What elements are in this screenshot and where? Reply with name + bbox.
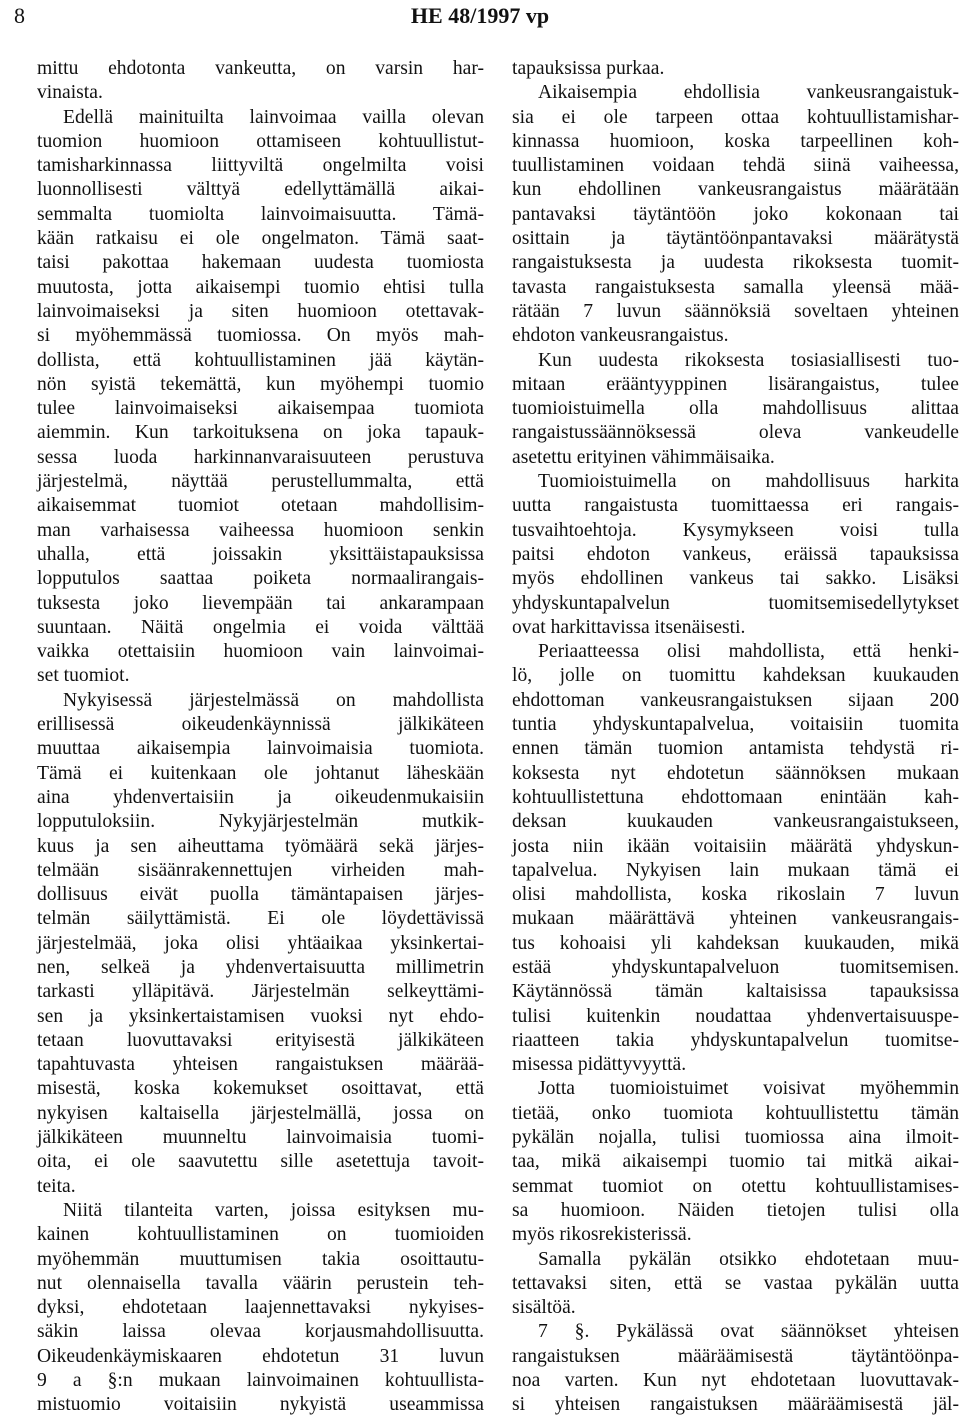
- text-line: taisi pakottaa hakemaan uudesta tuomiosta: [37, 252, 484, 274]
- text-line: teita.: [37, 1175, 76, 1197]
- text-line: kuus ja sen aiheuttama työmäärä sekä järjes-: [37, 835, 484, 857]
- text-line: Edellä mainituilta lainvoimaa vailla olevan: [63, 106, 484, 128]
- text-line: kun ehdollinen vankeusrangaistus määrätään: [512, 179, 959, 201]
- text-line: josta niin ikään voitaisiin määrätä yhdyskun-: [512, 835, 959, 857]
- text-line: misessa pidättyvyyttä.: [512, 1054, 687, 1076]
- text-line: muuttaa aikaisempia lainvoimaisia tuomiota.: [37, 738, 484, 760]
- text-line: lopputuloksiin. Nykyjärjestelmän mutkik-: [37, 811, 484, 833]
- text-line: si yhteisen rangaistuksen määräämisestä jäl-: [512, 1394, 959, 1416]
- text-line: kohtuullistettuna ehdottomaan enintään kah-: [512, 786, 959, 808]
- right-column: [512, 57, 959, 1418]
- text-line: paitsi ehdoton vankeus, eräissä tapauksissa: [512, 543, 959, 565]
- text-line: tapauksissa purkaa.: [512, 58, 665, 79]
- text-line: vaikka otettaisiin huomioon vain lainvoimai-: [37, 641, 484, 663]
- text-line: kainen kohtuullistaminen on tuomioiden: [37, 1224, 484, 1246]
- text-line: lopputulos saattaa poiketa normaalirangais-: [37, 568, 484, 590]
- text-line: nykyisen kaltaisella järjestelmällä, jossa on: [37, 1102, 484, 1124]
- text-line: aikaisemmat tuomiot otetaan mahdollisim-: [37, 495, 484, 517]
- text-line: 7 §. Pykälässä ovat säännökset yhteisen: [538, 1321, 959, 1343]
- text-line: sessa luoda harkinnanvaraisuuteen perustuva: [37, 446, 484, 468]
- text-line: tusvaihtoehtoja. Kysymykseen voisi tulla: [512, 519, 959, 541]
- text-line: oita, ei ole saavutettu sille asetettuja tavoit-: [37, 1151, 484, 1173]
- text-line: pykälän nojalla, tulisi tuomiossa aina ilmoit-: [512, 1127, 959, 1149]
- text-line: suuntaan. Näitä ongelmia ei voida välttää: [37, 616, 484, 638]
- text-line: telmään sisäänrakennettujen virheiden mah-: [37, 859, 484, 881]
- text-line: myös rikosrekisterissä.: [512, 1224, 692, 1246]
- text-line: tapahtuvasta yhteisen rangaistuksen määrää-: [37, 1054, 484, 1076]
- text-line: dollisuus eivät puolla tämäntapaisen järjes-: [37, 884, 484, 906]
- text-line: jälkikäteen muunneltu lainvoimaisia tuomi-: [37, 1127, 484, 1149]
- text-line: tamisharkinnassa liittyviltä ongelmilta voisi: [37, 155, 484, 177]
- text-line: Periaatteessa olisi mahdollista, että henki-: [538, 641, 959, 663]
- text-line: mittu ehdotonta vankeutta, on varsin har-: [37, 58, 484, 79]
- text-line: tavasta rangaistuksesta samalla yleensä mää-: [512, 276, 959, 298]
- text-line: tulee lainvoimaiseksi aikaisempaa tuomiota: [37, 398, 484, 420]
- text-line: nön syistä tekemättä, kun myöhempi tuomio: [37, 373, 484, 395]
- text-line: Oikeudenkäymiskaaren ehdotetun 31 luvun: [37, 1345, 484, 1367]
- text-line: misestä, koska kokemukset osoittavat, että: [37, 1078, 484, 1100]
- text-line: Samalla pykälän otsikko ehdotetaan muu-: [538, 1248, 959, 1270]
- text-line: tuullistaminen voidaan tehdä siinä vaiheessa,: [512, 155, 959, 177]
- text-line: set tuomiot.: [37, 665, 130, 687]
- text-line: noa varten. Kun nyt ehdotetaan luovuttavak-: [512, 1370, 959, 1392]
- text-line: asetettu erityinen vähimmäisaika.: [512, 446, 775, 468]
- text-line: tuksesta joko lievempään tai ankarampaan: [37, 592, 484, 614]
- text-line: estää yhdyskuntapalveluon tuomitsemisen.: [512, 956, 959, 978]
- text-line: Käytännössä tämän kaltaisissa tapauksissa: [512, 981, 959, 1003]
- text-line: deksan kuukauden vankeusrangaistukseen,: [512, 811, 959, 833]
- text-line: dyksi, ehdotetaan laajennettavaksi nykyises-: [37, 1297, 484, 1319]
- text-line: dollista, että kohtuullistaminen jää käytän-: [37, 349, 484, 371]
- text-line: nut olennaisella tavalla väärin perustein teh-: [37, 1272, 484, 1294]
- text-line: tietää, onko tuomiota kohtuullistettu tämän: [512, 1102, 959, 1124]
- text-line: tuomion huomioon ottamiseen kohtuullistut-: [37, 130, 484, 152]
- text-line: ennen tämän tuomion antamista tehdystä ri-: [512, 738, 959, 760]
- text-line: tus kohoaisi yli kahdeksan kuukauden, mikä: [512, 932, 959, 954]
- left-column: [37, 57, 484, 1418]
- text-line: kinnassa huomioon, koska tarpeellinen koh-: [512, 130, 959, 152]
- text-line: Aikaisempia ehdollisia vankeusrangaistuk-: [538, 82, 959, 104]
- text-line: sia ei ole tarpeen ottaa kohtuullistamishar-: [512, 106, 959, 128]
- text-line: nen, selkeä ja yhdenvertaisuutta millimetrin: [37, 956, 484, 978]
- text-line: mukaan määrättävä yhteinen vankeusrangais-: [512, 908, 959, 930]
- text-line: ehdoton vankeusrangaistus.: [512, 325, 729, 347]
- text-line: Tuomioistuimella on mahdollisuus harkita: [538, 471, 959, 493]
- text-line: luonnollisesti välttyä edellyttämällä aikai-: [37, 179, 484, 201]
- text-line: riaatteen takia yhdyskuntapalvelun tuomitse-: [512, 1029, 959, 1051]
- text-line: osittain ja täytäntöönpantavaksi määrätystä: [512, 228, 959, 250]
- text-line: Jotta tuomioistuimet voisivat myöhemmin: [538, 1078, 959, 1100]
- text-line: tuomioistuimella olla mahdollisuus alittaa: [512, 398, 959, 420]
- text-line: aiemmin. Kun tarkoituksena on joka tapauk-: [37, 422, 484, 444]
- page-number: 8: [14, 3, 25, 28]
- text-line: järjestelmää, joka olisi yhtäaikaa yksinkertai-: [37, 932, 484, 954]
- text-line: olisi mahdollista, koska rikoslain 7 luvun: [512, 884, 959, 906]
- text-line: ehdottoman vankeusrangaistuksen sijaan 200: [512, 689, 959, 711]
- text-line: lö, jolle on tuomittu kahdeksan kuukauden: [512, 665, 959, 687]
- text-line: myös ehdollinen vankeus tai sakko. Lisäksi: [512, 568, 959, 590]
- text-line: kään ratkaisu ei ole ongelmaton. Tämä saat-: [37, 228, 484, 250]
- text-line: sen ja yksinkertaistamisen vuoksi nyt ehdo-: [37, 1005, 484, 1027]
- text-line: ovat harkittavissa itsenäisesti.: [512, 616, 746, 638]
- text-line: erillisessä oikeudenkäynnissä jälkikäteen: [37, 714, 484, 736]
- text-line: Kun uudesta rikoksesta tosiasiallisesti tuo-: [538, 349, 959, 371]
- text-line: tuntia yhdyskuntapalvelua, voitaisiin tuomita: [512, 714, 959, 736]
- text-line: rangaistussäännöksessä oleva vankeudelle: [512, 422, 959, 444]
- text-line: rangaistuksen määräämisestä täytäntöönpa-: [512, 1345, 959, 1367]
- text-line: koksesta nyt ehdotetun säännöksen mukaan: [512, 762, 959, 784]
- text-line: rätään 7 luvun säännöksiä soveltaen yhteinen: [512, 300, 959, 322]
- text-line: uutta rangaistusta tuomittaessa eri rangais-: [512, 495, 959, 517]
- text-line: si myöhemmässä tuomiossa. On myös mah-: [37, 325, 484, 347]
- text-line: rangaistuksesta ja uudesta rikoksesta tuomit-: [512, 252, 959, 274]
- text-line: myöhemmän muuttumisen takia osoittautu-: [37, 1248, 484, 1270]
- text-line: aina yhdenvertaisiin ja oikeudenmukaisiin: [37, 786, 484, 808]
- text-line: Niitä tilanteita varten, joissa esityksen mu-: [63, 1199, 484, 1221]
- text-line: man varhaisessa vaiheessa huomioon senkin: [37, 519, 484, 541]
- text-line: säkin laissa olevaa korjausmahdollisuutta.: [37, 1321, 484, 1343]
- text-line: semmalta tuomiolta lainvoimaisuutta. Tämä-: [37, 203, 484, 225]
- text-line: yhdyskuntapalvelun tuomitsemisedellytykset: [512, 592, 959, 614]
- text-line: vinaista.: [37, 82, 103, 104]
- text-line: taa, mikä aikaisempi tuomio tai mitkä aikai-: [512, 1151, 959, 1173]
- text-line: tettavaksi siten, että se vastaa pykälän uutta: [512, 1272, 959, 1294]
- document-id: HE 48/1997 vp: [410, 3, 550, 28]
- text-line: lainvoimaiseksi ja siten huomioon otettavak-: [37, 300, 484, 322]
- text-line: Nykyisessä järjestelmässä on mahdollista: [63, 689, 484, 711]
- text-line: järjestelmä, näyttää perustellummalta, että: [37, 471, 484, 493]
- text-line: uhalla, että joissakin yksittäistapauksissa: [37, 543, 484, 565]
- text-line: sisältöä.: [512, 1297, 576, 1319]
- text-line: muutosta, jotta aikaisempi tuomio ehtisi tulla: [37, 276, 484, 298]
- text-line: tapalvelua. Nykyisen lain mukaan tämä ei: [512, 859, 959, 881]
- text-line: sa huomioon. Näiden tietojen tulisi olla: [512, 1199, 959, 1221]
- text-line: pantavaksi täytäntöön joko kokonaan tai: [512, 203, 959, 225]
- text-line: 9 a §:n mukaan lainvoimainen kohtuullista-: [37, 1370, 484, 1392]
- text-line: semmat tuomiot on otettu kohtuullistamises-: [512, 1175, 959, 1197]
- text-line: tulisi kuitenkin noudattaa yhdenvertaisuuspe-: [512, 1005, 959, 1027]
- text-line: tarkasti ylläpitävä. Järjestelmän selkeyttämi-: [37, 981, 484, 1003]
- text-line: telmän säilyttämistä. Ei ole löydettävissä: [37, 908, 484, 930]
- text-line: mistuomio voitaisiin nykyistä useammissa: [37, 1394, 484, 1416]
- text-line: Tämä ei kuitenkaan ole johtanut läheskään: [37, 762, 484, 784]
- text-line: mitaan erääntyyppinen lisärangaistus, tulee: [512, 373, 959, 395]
- text-line: tetaan luovuttavaksi erityisestä jälkikäteen: [37, 1029, 484, 1051]
